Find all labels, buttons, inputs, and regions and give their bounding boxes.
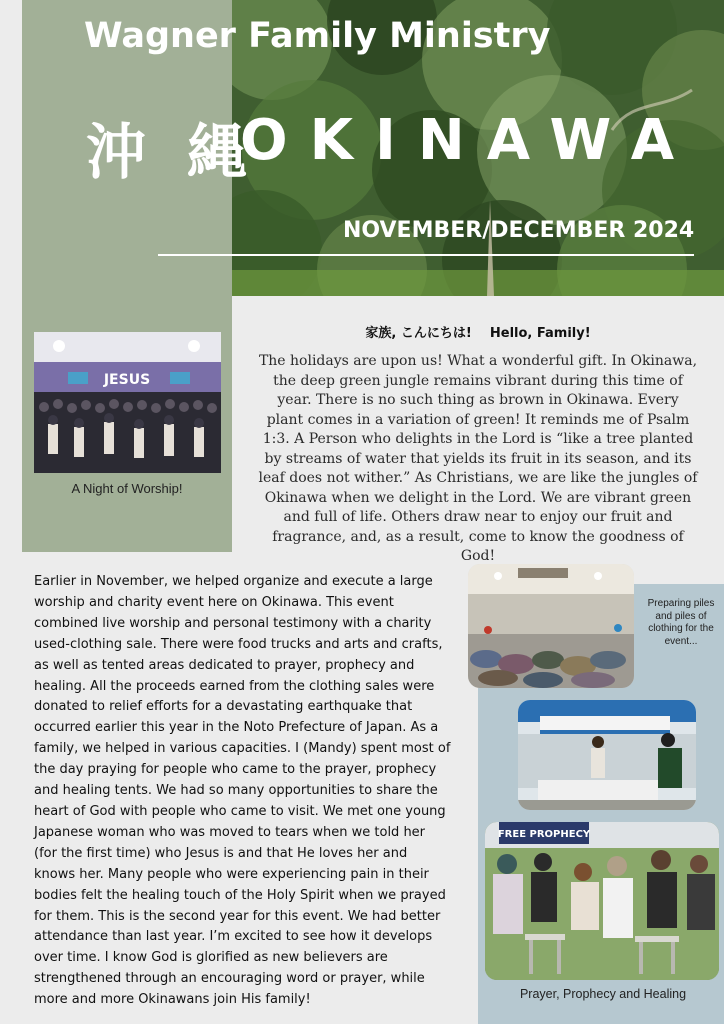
greeting-line — [232, 322, 724, 341]
event-article: Earlier in November, we helped organize and execute a large worship and charity event here on Okinawa. This event combined live worship and personal testimony with a charity used-clothing sale. There were food trucks and arts and crafts, as well as tented areas dedicated to prayer, prophecy and healing. All the proceeds earned from the clothing sales were donated to relief efforts for a devastating earthquake that occurred earlier this year in the Noto Prefecture of Japan. As a family, we helped in various capacities. I (Mandy) spent most of the day praying for people who came to the prayer, prophecy and healing tents. We had so many opportunities to share the heart of God with people who came to visit. We met one young Japanese woman who was moved to tears when we told her (for the first time) who Jesus is and that He loves her and knows her. Many people who were experiencing pain in their bodies felt the healing touch of the Holy Spirit when we prayed for them. This is the second year for this event. We had better attendance than last year. I’m excited to see how it develops over time. I know God is glorified as new believers are strengthened through an encouraging word or prayer, while more and more Okinawans join His family! — [34, 574, 451, 1008]
prayer-tent-photo — [518, 700, 696, 810]
worship-photo-caption: A Night of Worship! — [71, 481, 183, 496]
greeting-english: Hello, Family! — [489, 326, 591, 341]
free-prophecy-sign: FREE PROPHECY — [497, 829, 591, 840]
greeting-japanese: 家族, こんにちは! — [365, 326, 472, 341]
issue-date: NOVEMBER/DECEMBER 2024 — [343, 218, 695, 243]
worship-crowd-illustration — [34, 332, 221, 473]
clothing-photo-caption: Preparing piles and piles of clothing for the event... — [647, 598, 715, 647]
jesus-banner: JESUS — [103, 372, 151, 388]
clothing-piles-photo — [468, 564, 634, 688]
clothing-hall-illustration — [468, 564, 634, 688]
ministry-title: Wagner Family Ministry — [84, 16, 551, 56]
intro-paragraph: The holidays are upon us! What a wonderful gift. In Okinawa, the deep green jungle remains vibrant during this time of year. There is no such thing as brown in Okinawa. Every plant comes in a variation of green! It reminds me of Psalm 1:3. A Person who delights in the Lord is “like a tree planted by streams of water that yields its fruit in its season, and its leaf does not wither.” As Christians, we are like the jungles of Okinawa when we delight in the Lord. We are vibrant green and full of life. Others draw near to enjoy our fruit and fragrance, and, as a result, come to know the goodness of God! — [258, 353, 698, 564]
prayer-photo-caption: Prayer, Prophecy and Healing — [519, 987, 687, 1001]
prophecy-group-illustration — [485, 822, 719, 980]
header-divider — [158, 254, 694, 256]
worship-night-photo — [34, 332, 221, 473]
prophecy-tent-photo — [485, 822, 719, 980]
okinawa-kanji: 沖 縄 — [86, 118, 257, 188]
tent-booth-illustration — [518, 700, 696, 810]
okinawa-title: OKINAWA — [240, 108, 697, 173]
